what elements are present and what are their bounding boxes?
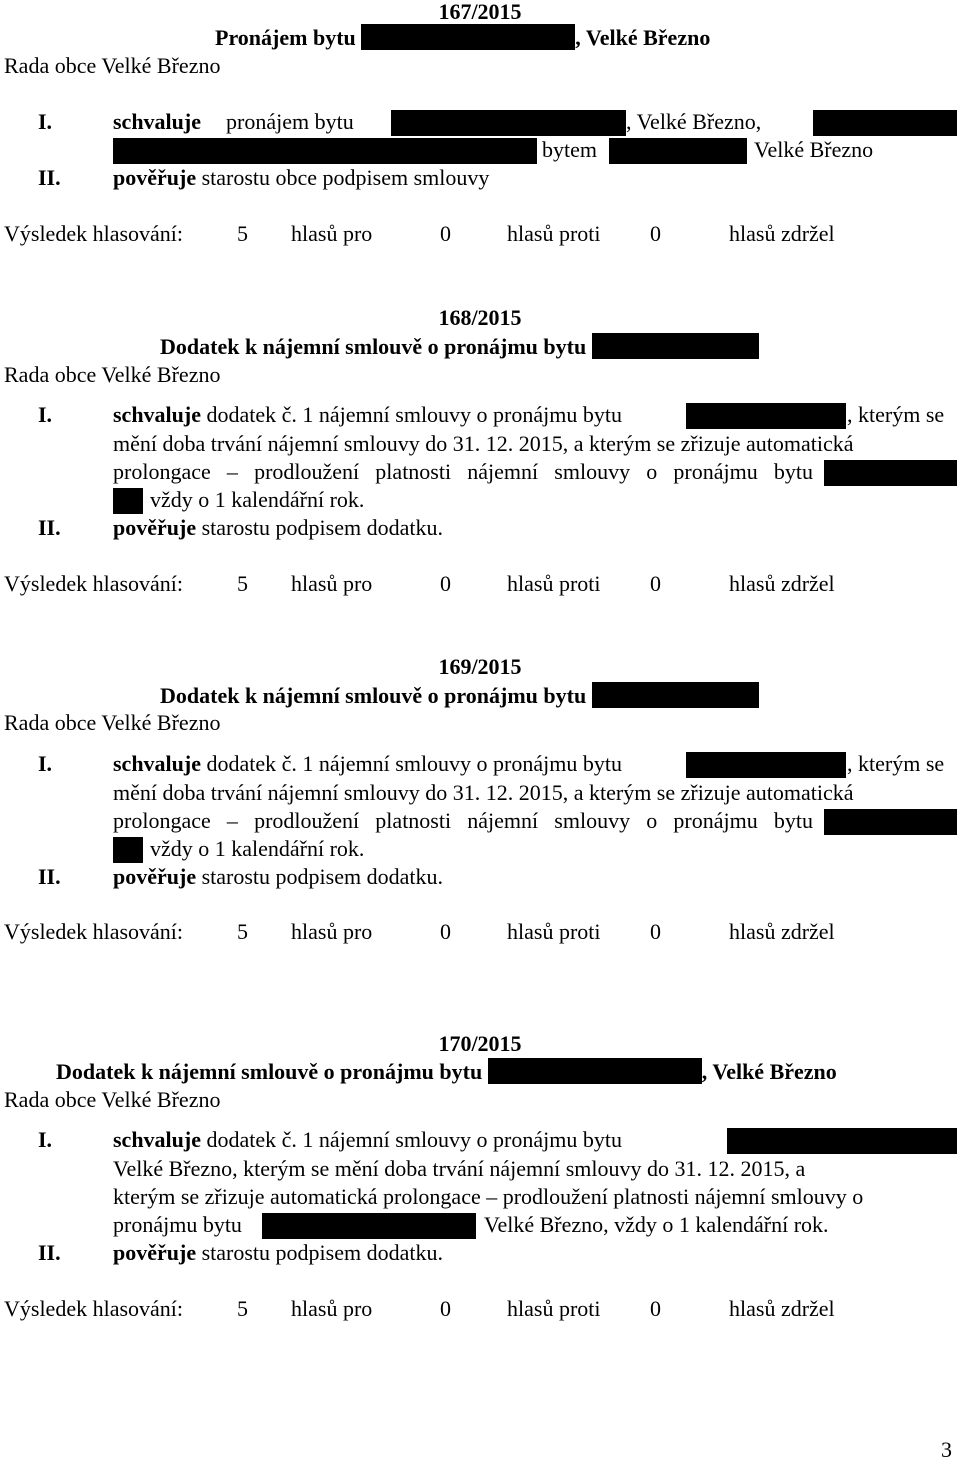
vote-abstain-count: 0	[650, 1296, 661, 1321]
item-text: kterým se zřizuje automatická prolongace – prodloužení platnosti nájemní smlouvy o	[113, 1184, 864, 1209]
item-body: starostu podpisem dodatku.	[201, 515, 443, 540]
resolution-title	[160, 333, 759, 361]
redaction-bar	[813, 110, 957, 136]
vote-abstain-label: hlasů zdržel	[729, 221, 835, 246]
title-text: Dodatek k nájemní smlouvě o pronájmu bytu	[160, 334, 587, 359]
item-text	[113, 108, 201, 136]
item-text: prolongace – prodloužení platnosti nájemní smlouvy o pronájmu bytu	[113, 808, 813, 833]
vote-abstain-label: hlasů zdržel	[729, 571, 835, 596]
resolution-title	[160, 682, 759, 710]
redaction-bar	[113, 837, 143, 863]
vote-for-count: 5	[237, 221, 248, 246]
item-text: Velké Březno, kterým se mění doba trvání nájemní smlouvy do 31. 12. 2015, a	[113, 1156, 806, 1181]
vote-abstain-label: hlasů zdržel	[729, 919, 835, 944]
item-roman: I.	[38, 1127, 53, 1152]
item-text: mění doba trvání nájemní smlouvy do 31. 12. 2015, a kterým se zřizuje automatická	[113, 780, 854, 805]
vote-against-label: hlasů proti	[507, 221, 601, 246]
item-text	[113, 1126, 622, 1154]
council-name: Rada obce Velké Březno	[4, 362, 221, 387]
item-roman: I.	[38, 751, 53, 776]
item-roman: II.	[38, 165, 61, 190]
title-text: , Velké Březno	[701, 1059, 837, 1084]
vote-abstain-count: 0	[650, 221, 661, 246]
item-text: vždy o 1 kalendářní rok.	[150, 836, 365, 861]
item-text: Velké Březno, vždy o 1 kalendářní rok.	[484, 1212, 829, 1237]
vote-label: Výsledek hlasování:	[4, 1296, 184, 1321]
redaction-bar	[391, 110, 626, 136]
vote-against-label: hlasů proti	[507, 919, 601, 944]
resolution-number: 169/2015	[438, 654, 522, 679]
item-text	[113, 164, 489, 192]
item-body: starostu obce podpisem smlouvy	[201, 165, 490, 190]
redaction-bar	[592, 682, 759, 708]
title-text: , Velké Březno	[575, 25, 711, 50]
vote-for-label: hlasů pro	[291, 221, 373, 246]
redaction-bar	[488, 1058, 702, 1084]
redaction-bar	[824, 809, 957, 835]
item-roman: II.	[38, 864, 61, 889]
redaction-bar	[113, 138, 537, 164]
keyword: schvaluje	[113, 109, 201, 134]
keyword: pověřuje	[113, 864, 197, 889]
item-roman: I.	[38, 109, 53, 134]
redaction-bar	[686, 403, 846, 429]
vote-label: Výsledek hlasování:	[4, 571, 184, 596]
resolution-title	[215, 24, 710, 52]
title-text: Dodatek k nájemní smlouvě o pronájmu bytu	[56, 1059, 483, 1084]
item-text: , Velké Březno,	[626, 109, 762, 134]
keyword: schvaluje	[113, 1127, 201, 1152]
vote-abstain-label: hlasů zdržel	[729, 1296, 835, 1321]
keyword: pověřuje	[113, 1240, 197, 1265]
council-name: Rada obce Velké Březno	[4, 53, 221, 78]
item-text	[113, 863, 443, 891]
vote-label: Výsledek hlasování:	[4, 919, 184, 944]
redaction-bar	[686, 752, 846, 778]
vote-against-count: 0	[440, 919, 451, 944]
item-body: dodatek č. 1 nájemní smlouvy o pronájmu bytu	[206, 402, 622, 427]
item-roman: I.	[38, 402, 53, 427]
vote-for-label: hlasů pro	[291, 919, 373, 944]
redaction-bar	[262, 1213, 476, 1239]
item-body: dodatek č. 1 nájemní smlouvy o pronájmu bytu	[206, 751, 622, 776]
page-number: 3	[941, 1437, 952, 1462]
redaction-bar	[824, 460, 957, 486]
vote-against-count: 0	[440, 1296, 451, 1321]
item-text: pronájmu bytu	[113, 1212, 242, 1237]
redaction-bar	[113, 488, 143, 514]
resolution-number: 167/2015	[438, 0, 522, 24]
item-text: , kterým se	[847, 751, 945, 776]
item-text: Velké Březno	[754, 137, 874, 162]
keyword: pověřuje	[113, 515, 197, 540]
item-text: vždy o 1 kalendářní rok.	[150, 487, 365, 512]
item-text	[113, 750, 622, 778]
item-body: dodatek č. 1 nájemní smlouvy o pronájmu bytu	[206, 1127, 622, 1152]
item-text	[113, 401, 622, 429]
item-text	[113, 1239, 443, 1267]
vote-for-label: hlasů pro	[291, 571, 373, 596]
council-name: Rada obce Velké Březno	[4, 710, 221, 735]
item-body: starostu podpisem dodatku.	[201, 864, 443, 889]
item-roman: II.	[38, 1240, 61, 1265]
item-text	[113, 514, 443, 542]
resolution-title	[56, 1058, 837, 1086]
item-body: starostu podpisem dodatku.	[201, 1240, 443, 1265]
redaction-bar	[727, 1128, 957, 1154]
title-text: Pronájem bytu	[215, 25, 356, 50]
title-text: Dodatek k nájemní smlouvě o pronájmu bytu	[160, 683, 587, 708]
resolution-number: 168/2015	[438, 305, 522, 330]
item-text: mění doba trvání nájemní smlouvy do 31. 12. 2015, a kterým se zřizuje automatická	[113, 431, 854, 456]
keyword: schvaluje	[113, 402, 201, 427]
redaction-bar	[592, 333, 759, 359]
vote-abstain-count: 0	[650, 571, 661, 596]
vote-for-count: 5	[237, 919, 248, 944]
vote-label: Výsledek hlasování:	[4, 221, 184, 246]
vote-abstain-count: 0	[650, 919, 661, 944]
vote-against-label: hlasů proti	[507, 1296, 601, 1321]
resolution-number: 170/2015	[438, 1031, 522, 1056]
keyword: pověřuje	[113, 165, 197, 190]
vote-for-label: hlasů pro	[291, 1296, 373, 1321]
redaction-bar	[609, 138, 747, 164]
vote-against-label: hlasů proti	[507, 571, 601, 596]
vote-against-count: 0	[440, 221, 451, 246]
keyword: schvaluje	[113, 751, 201, 776]
vote-against-count: 0	[440, 571, 451, 596]
item-text: , kterým se	[847, 402, 945, 427]
item-text: bytem	[542, 137, 597, 162]
vote-for-count: 5	[237, 1296, 248, 1321]
item-text: pronájem bytu	[226, 109, 354, 134]
redaction-bar	[361, 24, 575, 50]
council-name: Rada obce Velké Březno	[4, 1087, 221, 1112]
item-roman: II.	[38, 515, 61, 540]
item-text: prolongace – prodloužení platnosti nájemní smlouvy o pronájmu bytu	[113, 459, 813, 484]
vote-for-count: 5	[237, 571, 248, 596]
